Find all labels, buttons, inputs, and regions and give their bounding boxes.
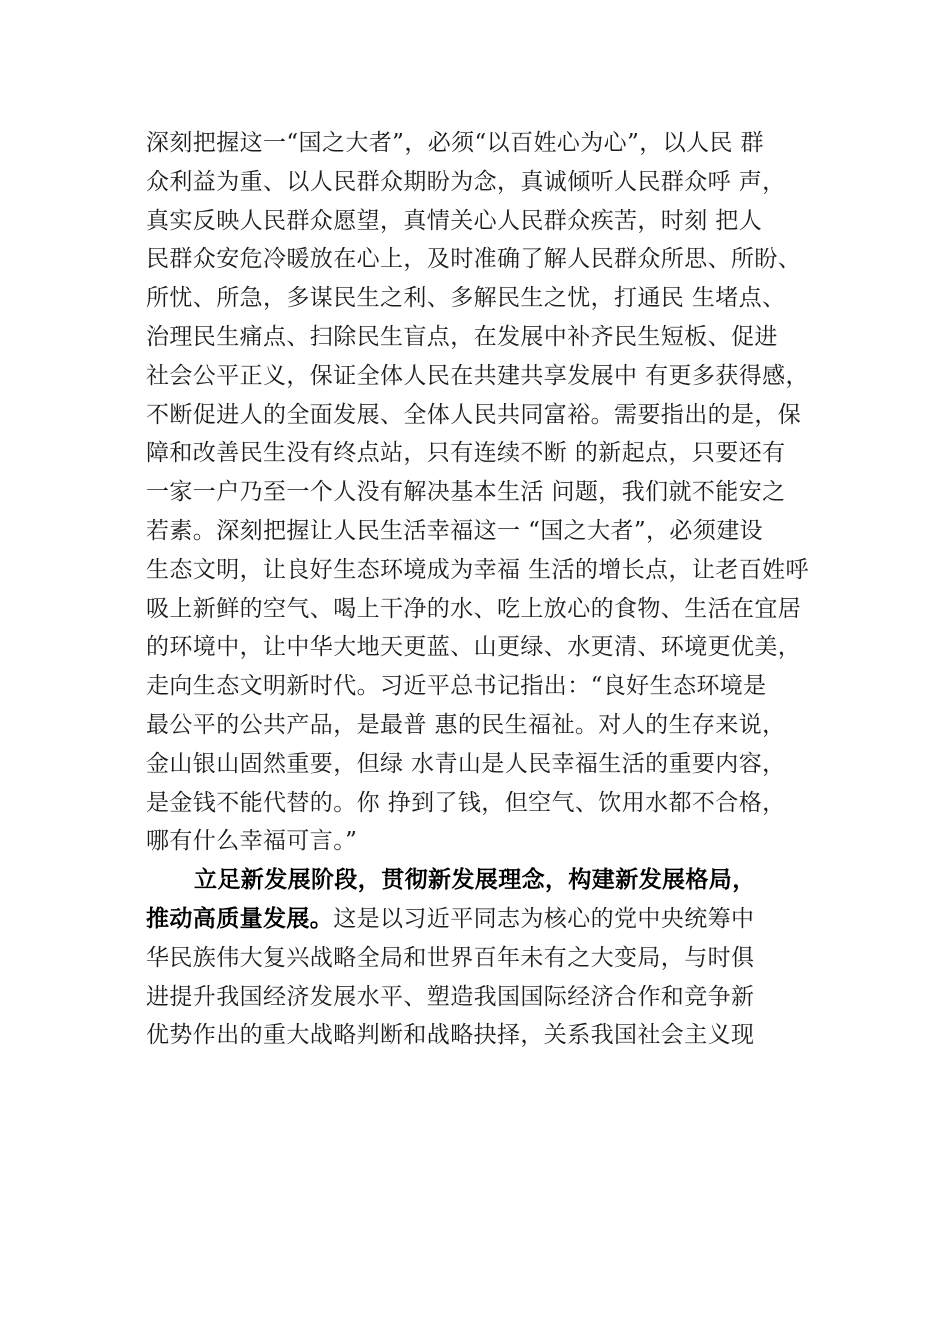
paragraph-line: 生态文明，让良好生态环境成为幸福 生活的增长点，让老百姓呼 <box>146 556 809 583</box>
document-body <box>146 124 846 1055</box>
paragraph-line: 民群众安危冷暖放在心上，及时准确了解人民群众所思、所盼、 <box>146 246 802 273</box>
paragraph-2 <box>146 861 846 1055</box>
paragraph-line: 是金钱不能代替的。你 挣到了钱，但空气、饮用水都不合格， <box>146 789 786 816</box>
paragraph-line: 真实反映人民群众愿望，真情关心人民群众疾苦，时刻 把人 <box>146 207 763 234</box>
paragraph-line: 华民族伟大复兴战略全局和世界百年未有之大变局，与时俱 <box>146 944 755 971</box>
paragraph-line: 进提升我国经济发展水平、塑造我国国际经济合作和竞争新 <box>146 983 755 1010</box>
paragraph-line: 众利益为重、以人民群众期盼为念，真诚倾听人民群众呼 声， <box>146 168 786 195</box>
paragraph-line: 哪有什么幸福可言。” <box>146 828 358 855</box>
paragraph-line-rest: 这是以习近平同志为核心的党中央统筹中 <box>333 905 755 932</box>
paragraph-line: 社会公平正义，保证全体人民在共建共享发展中 有更多获得感， <box>146 362 809 389</box>
paragraph-line: 的环境中，让中华大地天更蓝、山更绿、水更清、环境更优美， <box>146 634 802 661</box>
paragraph-line-mixed <box>146 900 846 939</box>
paragraph-heading-line: 立足新发展阶段，贯彻新发展理念，构建新发展格局， <box>194 866 756 894</box>
paragraph-1 <box>146 124 846 861</box>
paragraph-line: 不断促进人的全面发展、全体人民共同富裕。需要指出的是，保 <box>146 401 802 428</box>
paragraph-heading-tail: 推动高质量发展。 <box>146 904 334 932</box>
paragraph-line: 障和改善民生没有终点站，只有连续不断 的新起点，只要还有 <box>146 440 786 467</box>
paragraph-line: 一家一户乃至一个人没有解决基本生活 问题，我们就不能安之 <box>146 479 786 506</box>
paragraph-line: 优势作出的重大战略判断和战略抉择，关系我国社会主义现 <box>146 1022 755 1049</box>
paragraph-line: 若素。深刻把握让人民生活幸福这一 “国之大者”，必须建设 <box>146 517 764 544</box>
paragraph-line: 吸上新鲜的空气、喝上干净的水、吃上放心的食物、生活在宜居 <box>146 595 802 622</box>
paragraph-line: 所忧、所急，多谋民生之利、多解民生之忧，打通民 生堵点、 <box>146 285 786 312</box>
paragraph-line: 治理民生痛点、扫除民生盲点，在发展中补齐民生短板、促进 <box>146 323 778 350</box>
paragraph-line: 深刻把握这一“国之大者”，必须“以百姓心为心”，以人民 群 <box>146 130 764 156</box>
paragraph-line: 金山银山固然重要，但绿 水青山是人民幸福生活的重要内容， <box>146 750 786 777</box>
paragraph-line: 最公平的公共产品，是最普 惠的民生福祉。对人的生存来说， <box>146 711 786 738</box>
paragraph-line: 走向生态文明新时代。习近平总书记指出：“良好生态环境是 <box>146 673 767 700</box>
